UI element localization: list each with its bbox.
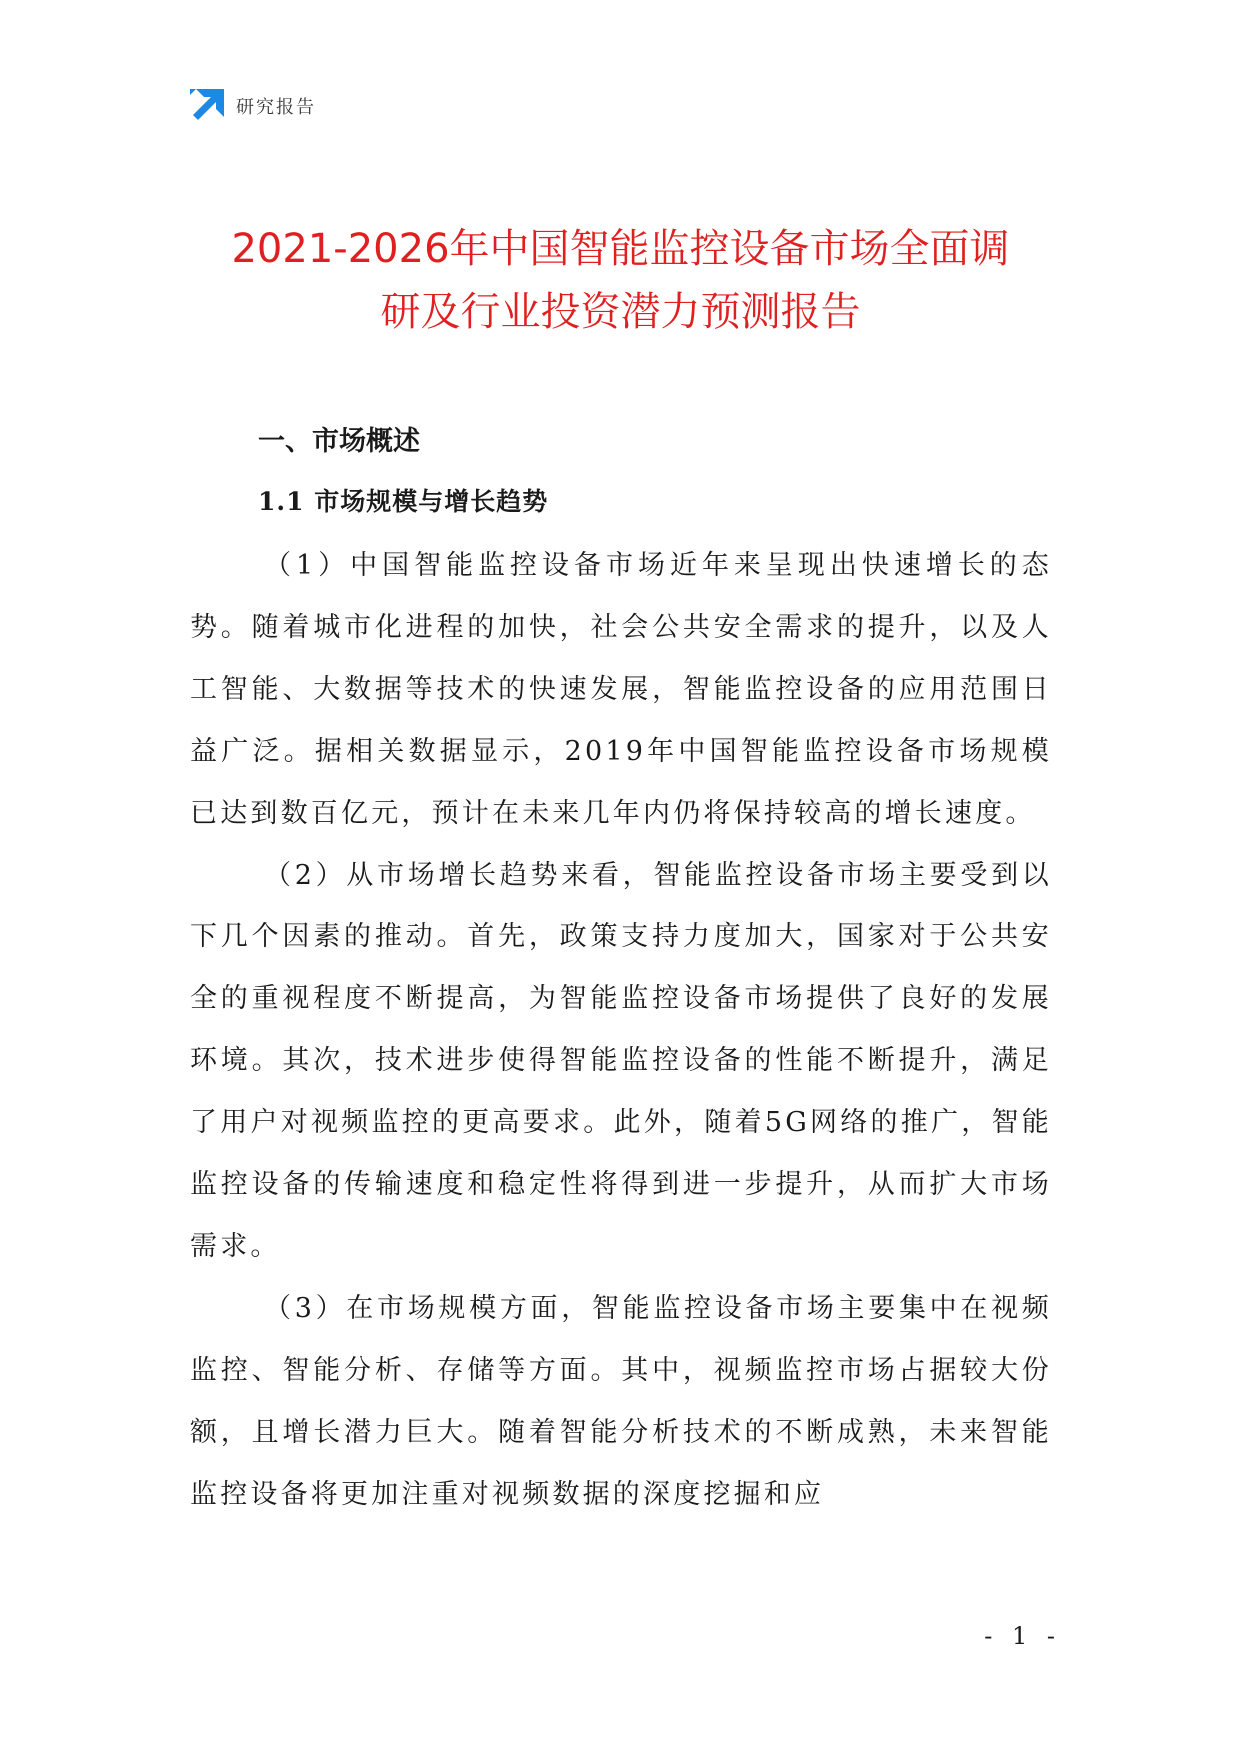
paragraph-3: （3）在市场规模方面，智能监控设备市场主要集中在视频监控、智能分析、存储等方面。其中，视频监控市场占据较大份额，且增长潜力巨大。随着智能分析技术的不断成熟，未来智能监控设备将更加注重对视频数据的深度挖掘和应 bbox=[190, 1292, 1052, 1510]
page-number: - 1 - bbox=[984, 1622, 1061, 1650]
report-header bbox=[190, 88, 316, 124]
title-line-2: 研及行业投资潜力预测报告 bbox=[380, 289, 861, 335]
title-line-1: 2021-2026年中国智能监控设备市场全面调 bbox=[231, 226, 1010, 272]
paragraph-1: （1）中国智能监控设备市场近年来呈现出快速增长的态势。随着城市化进程的加快，社会公共安全需求的提升，以及人工智能、大数据等技术的快速发展，智能监控设备的应用范围日益广泛。据相关数据显示，2019年中国智能监控设备市场规模已达到数百亿元，预计在未来几年内仍将保持较高的增长速度。 bbox=[190, 550, 1052, 829]
section-heading: 一、市场概述 bbox=[258, 426, 420, 457]
paragraph-2: （2）从市场增长趋势来看，智能监控设备市场主要受到以下几个因素的推动。首先，政策支持力度加大，国家对于公共安全的重视程度不断提高，为智能监控设备市场提供了良好的发展环境。其次，技术进步使得智能监控设备的性能不断提升，满足了用户对视频监控的更高要求。此外，随着5G网络的推广，智能监控设备的传输速度和稳定性将得到进一步提升，从而扩大市场需求。 bbox=[190, 859, 1052, 1262]
page-title bbox=[180, 218, 1061, 344]
arrow-up-right-icon bbox=[190, 89, 224, 123]
body-text bbox=[190, 535, 1052, 1526]
sub-heading: 1.1 市场规模与增长趋势 bbox=[258, 487, 549, 516]
header-brand-text: 研究报告 bbox=[236, 97, 316, 118]
